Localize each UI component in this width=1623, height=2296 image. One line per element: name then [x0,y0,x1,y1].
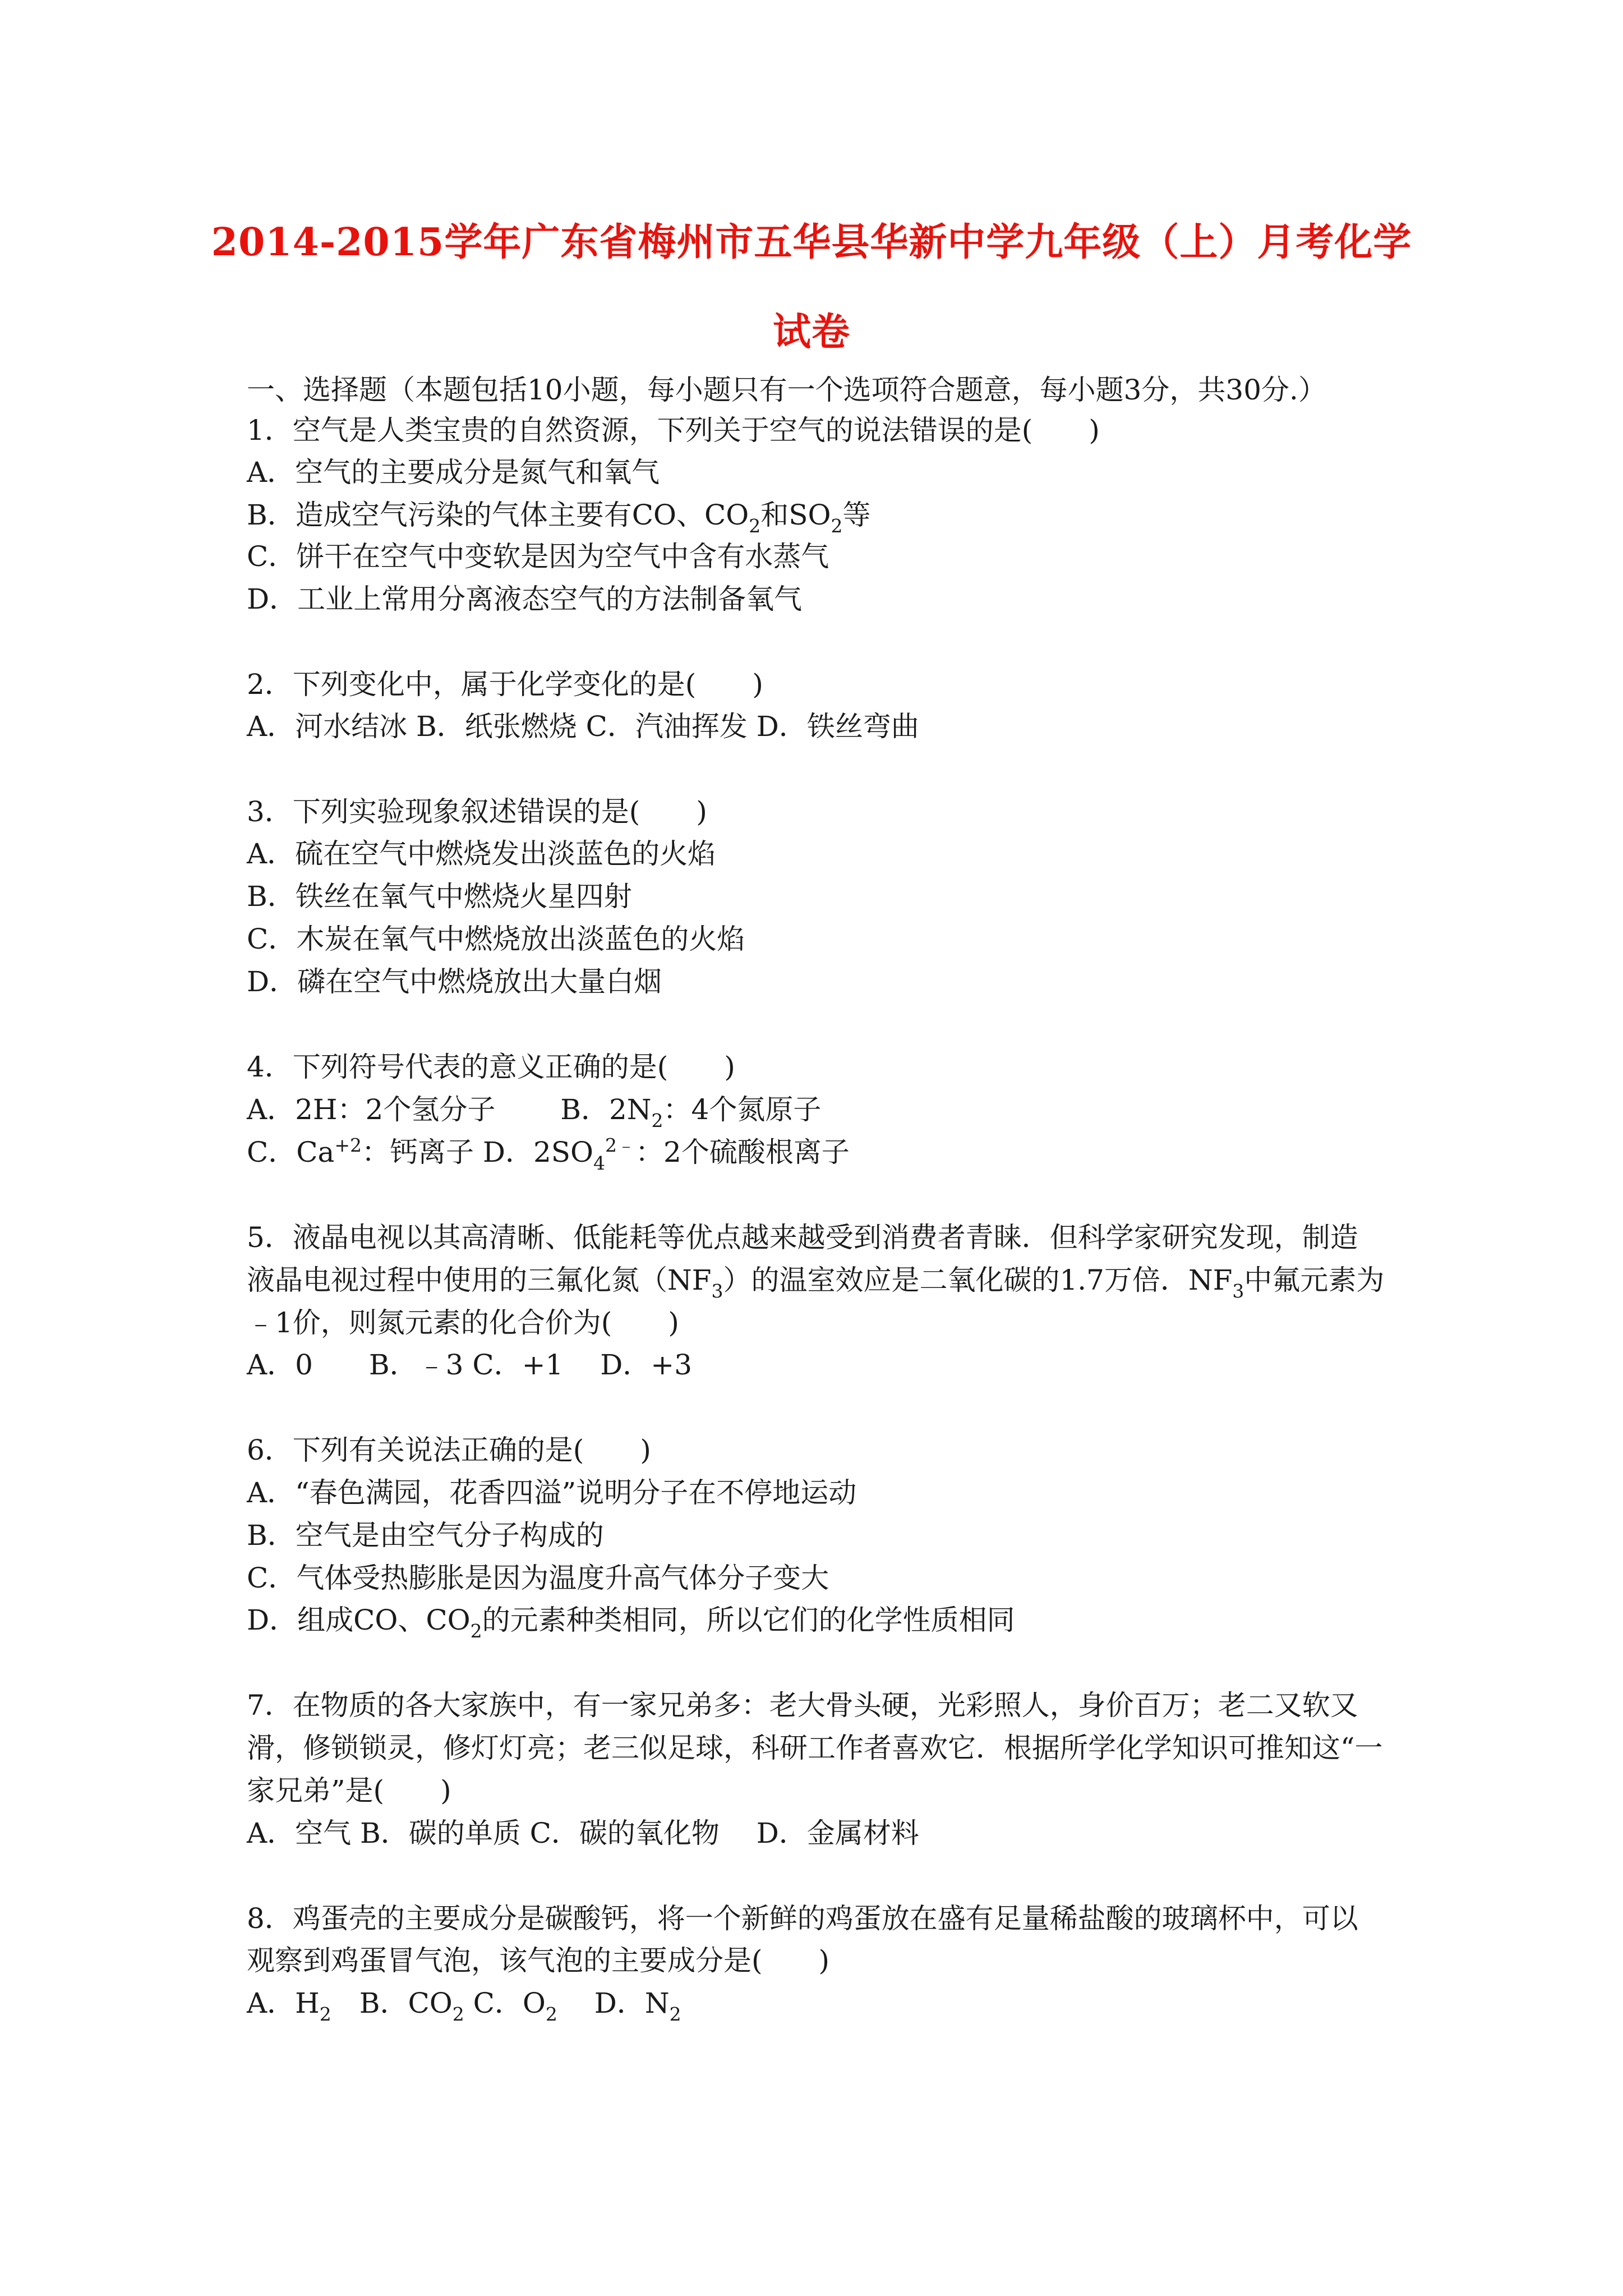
q7-stem-line-1: 7．在物质的各大家族中，有一家兄弟多：老大骨头硬，光彩照人，身价百万；老二又软又 [247,1689,1358,1722]
q1-option-d: D．工业上常用分离液态空气的方法制备氧气 [247,583,803,615]
q8-stem-line-1: 8．鸡蛋壳的主要成分是碳酸钙，将一个新鲜的鸡蛋放在盛有足量稀盐酸的玻璃杯中，可以 [247,1902,1358,1935]
q8-stem-line-2: 观察到鸡蛋冒气泡，该气泡的主要成分是( ) [247,1944,830,1977]
q5-stem-line-2: 液晶电视过程中使用的三氟化氮$(NF_3)$的温室效应是二氧化碳的1.7万倍．$NF_3$中氟元素为 [247,1264,1385,1302]
q1-option-b: B．造成空气污染的气体主要有CO、$CO_2$和$SO_2$等 [247,499,871,537]
q6-option-d: D．组成CO、$CO_2$的元素种类相同，所以它们的化学性质相同 [247,1604,1015,1642]
q3-option-a: A．硫在空气中燃烧发出淡蓝色的火焰 [247,838,716,870]
q7-options: A．空气 B．碳的单质 C．碳的氧化物 D．金属材料 [247,1817,919,1849]
q6-option-a: A．“春色满园，花香四溢”说明分子在不停地运动 [247,1476,857,1509]
q3-option-d: D．磷在空气中燃烧放出大量白烟 [247,965,662,998]
exam-title-line-1: 2014-2015学年广东省梅州市五华县华新中学九年级（上）月考化学 [211,220,1412,265]
q5-stem-line-3: ﹣1价，则氮元素的化合价为( ) [247,1306,679,1339]
q3-stem: 3．下列实验现象叙述错误的是( ) [247,795,707,828]
q2-options: A．河水结冰 B．纸张燃烧 C．汽油挥发 D．铁丝弯曲 [247,710,919,743]
q1-option-a: A．空气的主要成分是氮气和氧气 [247,456,660,489]
q7-stem-line-3: 家兄弟”是( ) [247,1774,451,1807]
q8-options: A．$H_2$ B．$CO_2$ C．$O_2$ D．$N_2$ [247,1987,681,2025]
exam-title-line-2: 试卷 [772,310,850,355]
q5-options: A．0 B．﹣3 C．+1 D．+3 [247,1349,693,1381]
q6-option-c: C．气体受热膨胀是因为温度升高气体分子变大 [247,1562,829,1594]
q1-stem: 1．空气是人类宝贵的自然资源，下列关于空气的说法错误的是( ) [247,414,1100,447]
q1-option-c: C．饼干在空气中变软是因为空气中含有水蒸气 [247,540,829,573]
q4-options-cd: C．$Ca^{+2}$：钙离子 D．$2SO_4^{2﹣}$：2个硫酸根离子 [247,1134,850,1174]
q5-stem-line-1: 5．液晶电视以其高清晰、低能耗等优点越来越受到消费者青睐．但科学家研究发现，制造 [247,1221,1358,1254]
q7-stem-line-2: 滑，修锁锁灵，修灯灯亮；老三似足球，科研工作者喜欢它．根据所学化学知识可推知这“一 [247,1732,1383,1764]
q6-stem: 6．下列有关说法正确的是( ) [247,1434,651,1466]
q3-option-b: B．铁丝在氧气中燃烧火星四射 [247,880,632,913]
q3-option-c: C．木炭在氧气中燃烧放出淡蓝色的火焰 [247,923,745,955]
q6-option-b: B．空气是由空气分子构成的 [247,1519,604,1552]
section-heading: 一、选择题（本题包括10小题，每小题只有一个选项符合题意，每小题3分，共30分.） [247,374,1326,406]
q4-options-ab: A．2H：2个氢分子 B．$2N_2$：4个氮原子 [247,1093,822,1131]
q2-stem: 2．下列变化中，属于化学变化的是( ) [247,668,763,701]
q4-stem: 4．下列符号代表的意义正确的是( ) [247,1051,735,1083]
